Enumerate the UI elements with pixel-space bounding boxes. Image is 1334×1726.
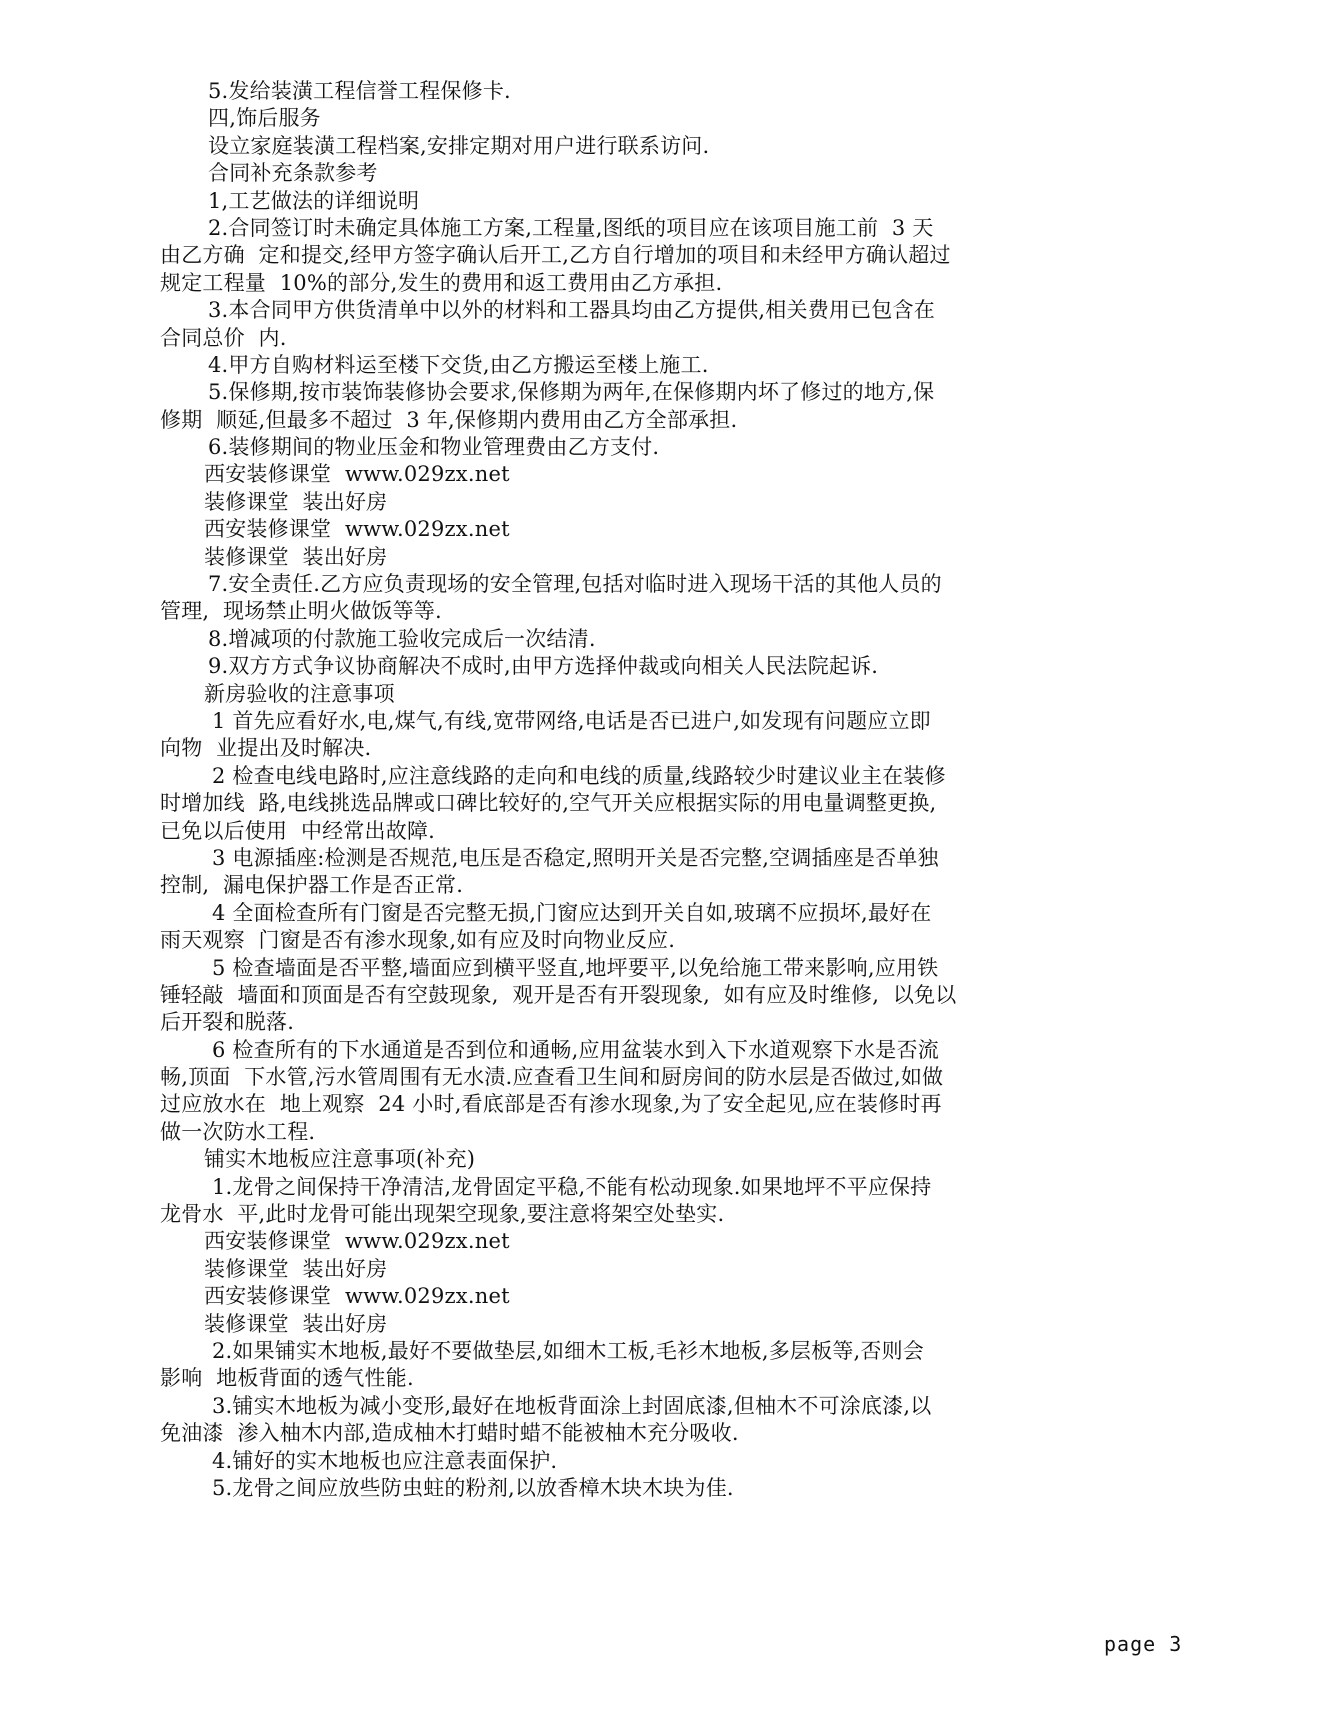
text-line: 6 检查所有的下水通道是否到位和通畅,应用盆装水到入下水道观察下水是否流 [212, 1037, 939, 1062]
text-line: 控制, 漏电保护器工作是否正常. [160, 873, 464, 898]
text-line: 4 全面检查所有门窗是否完整无损,门窗应达到开关自如,玻璃不应损坏,最好在 [212, 900, 932, 925]
text-line: 影响 地板背面的透气性能. [160, 1366, 414, 1391]
text-line: 9.双方方式争议协商解决不成时,由甲方选择仲裁或向相关人民法院起诉. [208, 654, 879, 679]
text-line: 7.安全责任.乙方应负责现场的安全管理,包括对临时进入现场干活的其他人员的 [208, 572, 942, 597]
text-line: 向物 业提出及时解决. [160, 736, 372, 761]
text-line: 4.甲方自购材料运至楼下交货,由乙方搬运至楼上施工. [208, 352, 709, 377]
section-heading: 铺实木地板应注意事项(补充) [204, 1147, 476, 1172]
text-line: 1.龙骨之间保持干净清洁,龙骨固定平稳,不能有松动现象.如果地坪不平应保持 [212, 1174, 932, 1199]
text-line: 5.龙骨之间应放些防虫蛀的粉剂,以放香樟木块木块为佳. [212, 1475, 734, 1500]
watermark-text: 装修课堂 装出好房 [204, 544, 388, 569]
text-line: 规定工程量 10%的部分,发生的费用和返工费用由乙方承担. [160, 270, 723, 295]
text-line: 锤轻敲 墙面和顶面是否有空鼓现象, 观开是否有开裂现象, 如有应及时维修, 以免以 [160, 982, 957, 1007]
text-line: 6.装修期间的物业压金和物业管理费由乙方支付. [208, 435, 660, 460]
section-heading: 合同补充条款参考 [208, 161, 378, 186]
text-line: 做一次防水工程. [160, 1119, 316, 1144]
text-line: 过应放水在 地上观察 24 小时,看底部是否有渗水现象,为了安全起见,应在装修时再 [160, 1092, 942, 1117]
watermark-text: 西安装修课堂 www.029zx.net [204, 1284, 510, 1309]
text-line: 合同总价 内. [160, 325, 287, 350]
text-line: 时增加线 路,电线挑选品牌或口碑比较好的,空气开关应根据实际的用电量调整更换, [160, 791, 937, 816]
watermark-text: 装修课堂 装出好房 [204, 1256, 388, 1281]
text-line: 3.铺实木地板为减小变形,最好在地板背面涂上封固底漆,但柚木不可涂底漆,以 [212, 1393, 932, 1418]
text-line: 已免以后使用 中经常出故障. [160, 818, 436, 843]
text-line: 龙骨水 平,此时龙骨可能出现架空现象,要注意将架空处垫实. [160, 1202, 725, 1227]
text-line: 5 检查墙面是否平整,墙面应到横平竖直,地坪要平,以免给施工带来影响,应用铁 [212, 955, 939, 980]
text-line: 2.如果铺实木地板,最好不要做垫层,如细木工板,毛衫木地板,多层板等,否则会 [212, 1338, 925, 1363]
text-line: 管理, 现场禁止明火做饭等等. [160, 599, 442, 624]
text-line: 免油漆 渗入柚木内部,造成柚木打蜡时蜡不能被柚木充分吸收. [160, 1421, 739, 1446]
page-number: page 3 [1104, 1632, 1183, 1656]
text-line: 雨天观察 门窗是否有渗水现象,如有应及时向物业反应. [160, 928, 676, 953]
text-line: 由乙方确 定和提交,经甲方签字确认后开工,乙方自行增加的项目和未经甲方确认超过 [160, 243, 951, 268]
watermark-text: 西安装修课堂 www.029zx.net [204, 462, 510, 487]
text-line: 2 检查电线电路时,应注意线路的走向和电线的质量,线路较少时建议业主在装修 [212, 763, 946, 788]
watermark-text: 装修课堂 装出好房 [204, 1311, 388, 1336]
text-line: 后开裂和脱落. [160, 1010, 295, 1035]
text-line: 8.增减项的付款施工验收完成后一次结清. [208, 626, 596, 651]
text-line: 4.铺好的实木地板也应注意表面保护. [212, 1448, 558, 1473]
text-line: 5.发给装潢工程信誉工程保修卡. [208, 79, 511, 103]
text-line: 1 首先应看好水,电,煤气,有线,宽带网络,电话是否已进户,如发现有问题应立即 [212, 708, 931, 733]
text-line: 5.保修期,按市装饰装修协会要求,保修期为两年,在保修期内坏了修过的地方,保 [208, 380, 935, 405]
document-body [160, 78, 1160, 1502]
text-line: 畅,顶面 下水管,污水管周围有无水渍.应查看卫生间和厨房间的防水层是否做过,如做 [160, 1065, 944, 1090]
text-line: 修期 顺延,但最多不超过 3 年,保修期内费用由乙方全部承担. [160, 407, 738, 432]
section-heading: 四,饰后服务 [208, 106, 321, 131]
watermark-text: 西安装修课堂 www.029zx.net [204, 1229, 510, 1254]
text-line: 设立家庭装潢工程档案,安排定期对用户进行联系访问. [208, 133, 710, 158]
text-line: 3.本合同甲方供货清单中以外的材料和工器具均由乙方提供,相关费用已包含在 [208, 298, 935, 323]
section-heading: 新房验收的注意事项 [204, 681, 395, 706]
watermark-text: 装修课堂 装出好房 [204, 489, 388, 514]
text-line: 2.合同签订时未确定具体施工方案,工程量,图纸的项目应在该项目施工前 3 天 [208, 215, 934, 240]
watermark-text: 西安装修课堂 www.029zx.net [204, 517, 510, 542]
text-line: 3 电源插座:检测是否规范,电压是否稳定,照明开关是否完整,空调插座是否单独 [212, 845, 939, 870]
text-line: 1,工艺做法的详细说明 [208, 188, 420, 213]
